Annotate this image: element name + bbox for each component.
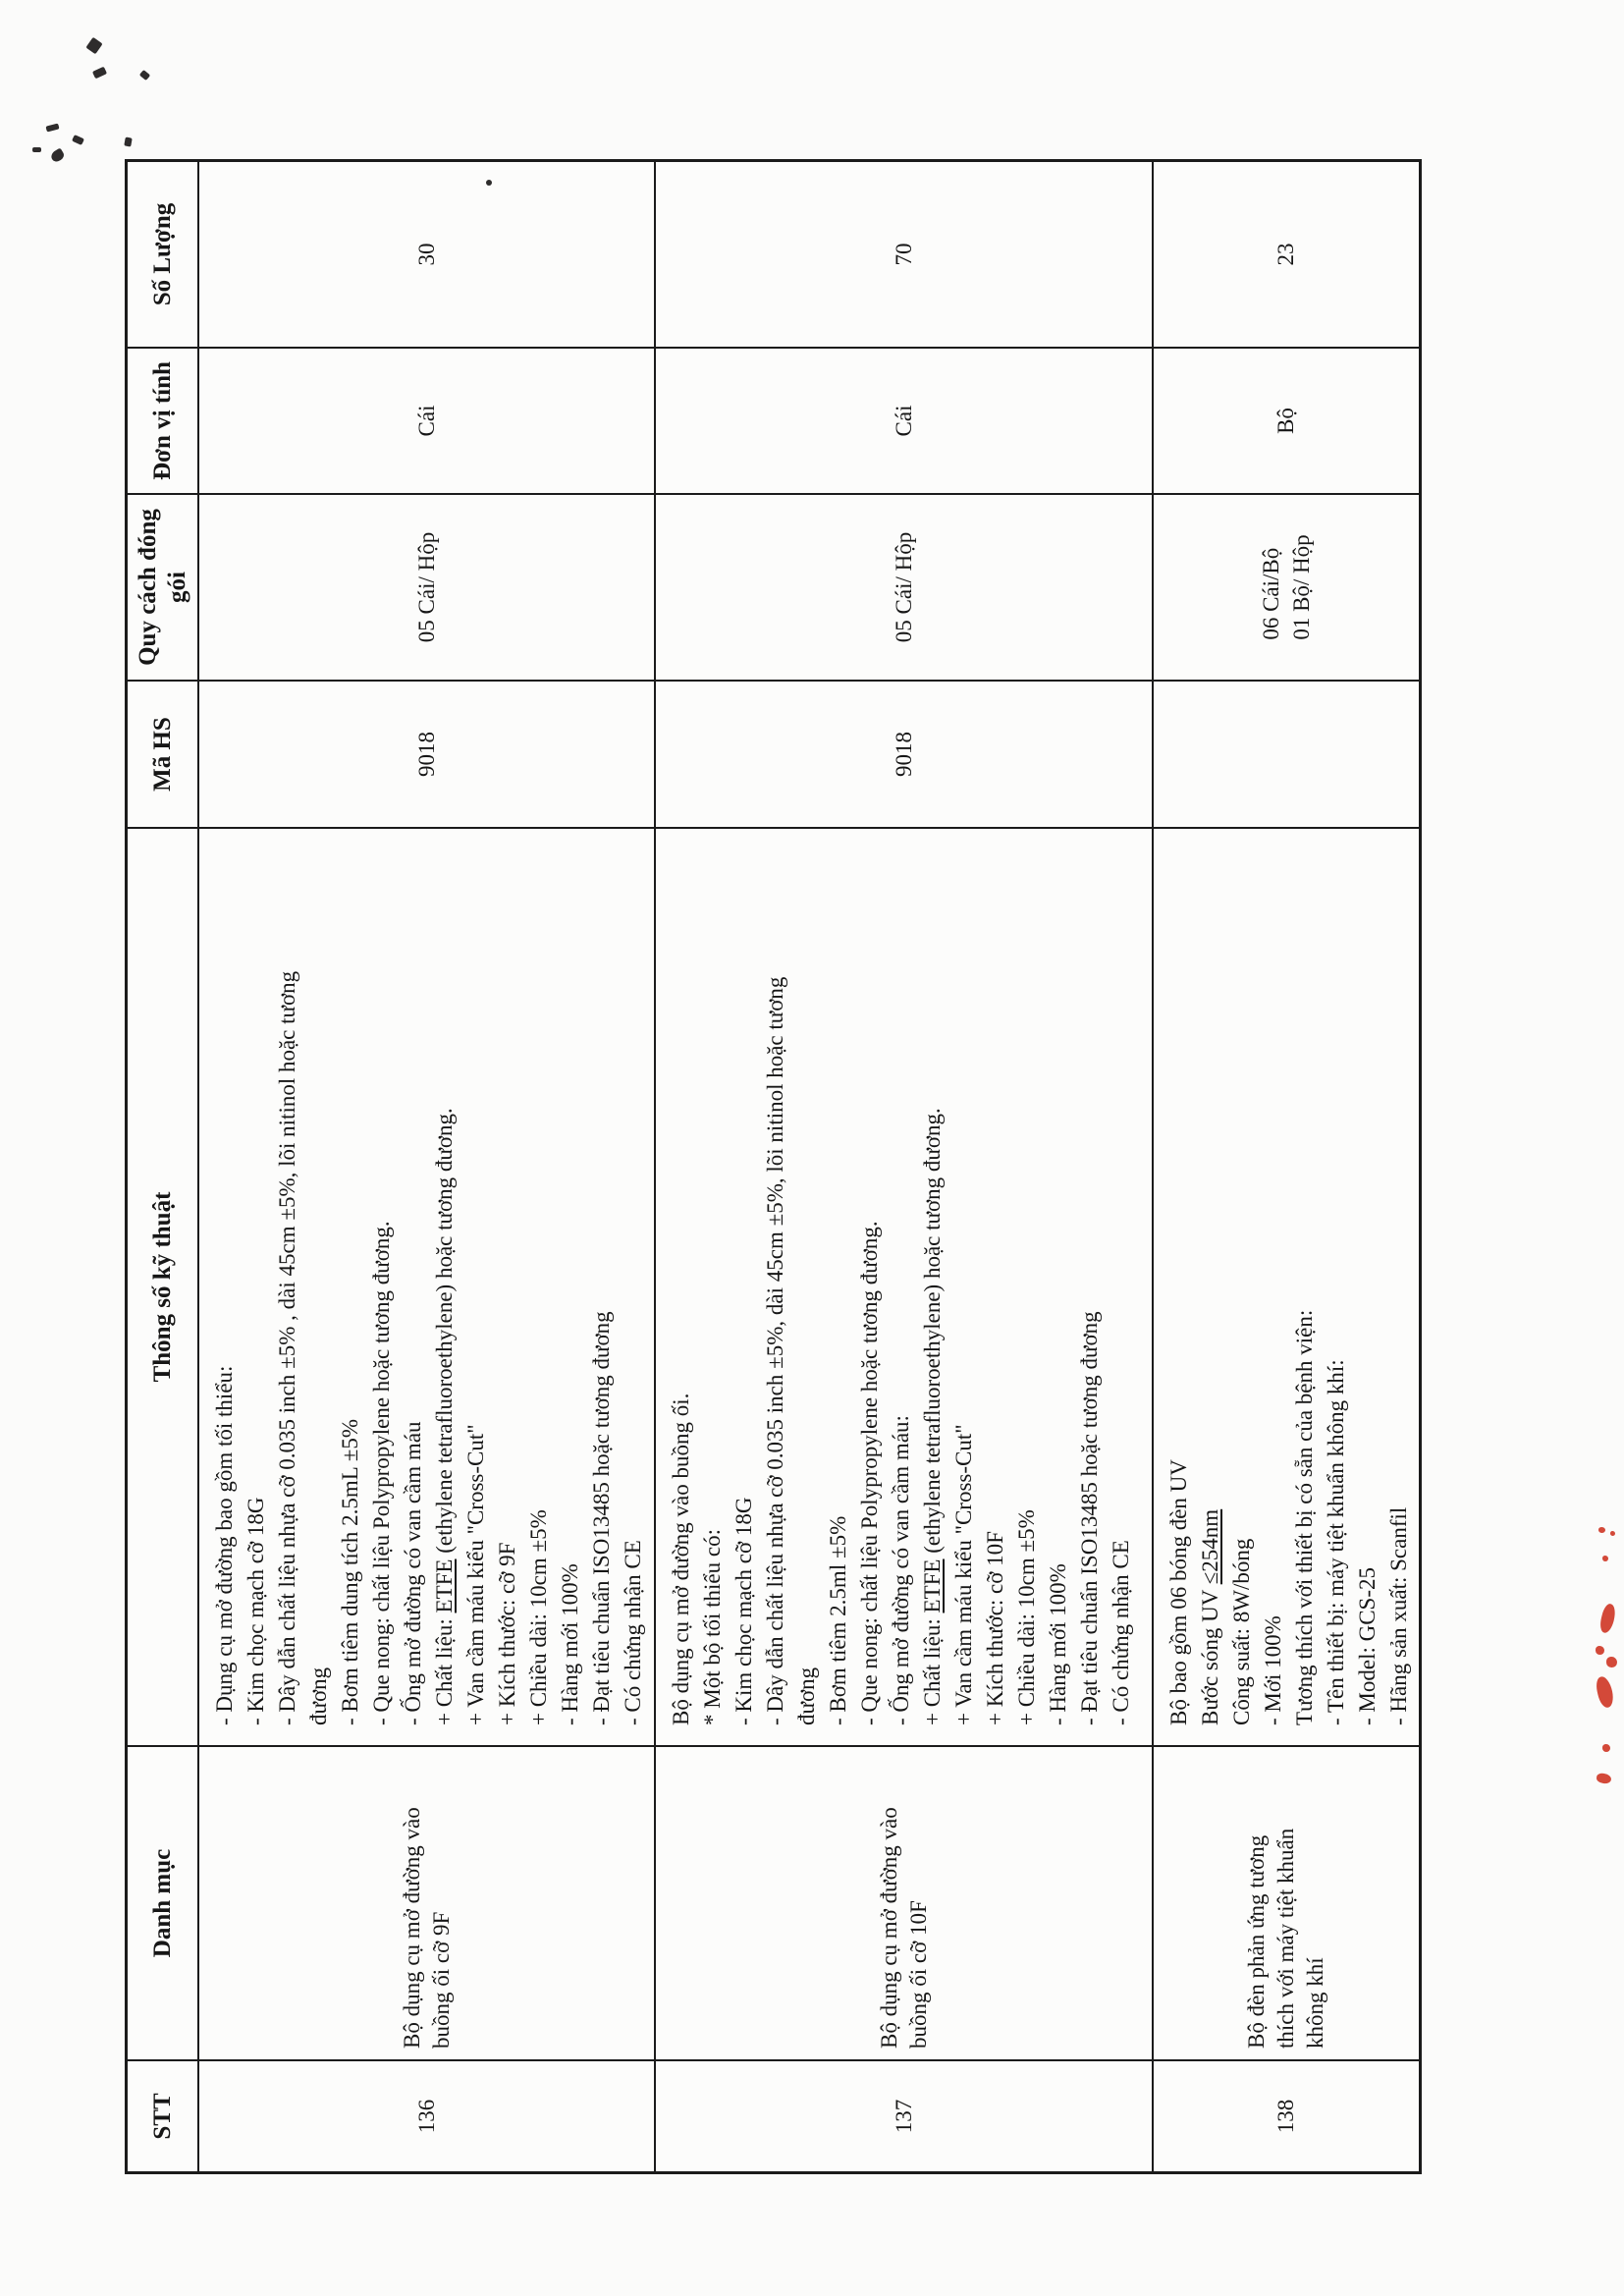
red-ink-mark [1596, 1773, 1611, 1784]
spec-line: - Tên thiết bị: máy tiệt khuẩn không khí: [1324, 1359, 1348, 1725]
spec-line: Công suất: 8W/bóng [1229, 1538, 1254, 1725]
packing-lines [889, 532, 919, 642]
packing-line: 05 Cái/ Hộp [892, 531, 916, 643]
ink-speck [85, 37, 102, 55]
row-137-unit: Cái [656, 347, 1154, 493]
ink-speck [124, 137, 132, 146]
row-137-specs [656, 827, 1154, 1745]
packing-line: 01 Bộ/ Hộp [1289, 534, 1314, 640]
category-line: Bộ dụng cụ mở đường vào [399, 1807, 424, 2049]
spec-line: - Hàng mới 100% [558, 1563, 582, 1725]
ink-speck [486, 180, 492, 186]
underlined-text: ETFE [920, 1558, 945, 1613]
red-ink-mark [1610, 1531, 1615, 1536]
category-line: buồng ối cỡ 10F [905, 1900, 931, 2049]
spec-line: - Đạt tiêu chuẩn ISO13485 hoặc tương đương [589, 1311, 614, 1725]
red-ink-mark [1598, 1527, 1605, 1533]
packing-line: 05 Cái/ Hộp [414, 531, 439, 643]
column-header-so-luong: Số Lượng [128, 162, 199, 347]
row-138-hs-code [1154, 680, 1419, 827]
row-136-unit: Cái [199, 347, 656, 493]
text-fragment: + Chất liệu: [920, 1613, 945, 1725]
text-fragment: Bước sóng UV [1198, 1584, 1222, 1725]
red-ink-mark [1602, 1744, 1610, 1752]
spec-line: + Van cầm máu kiểu "Cross-Cut" [951, 1424, 976, 1725]
spec-line: - Kim chọc mạch cỡ 18G [731, 1497, 756, 1725]
spec-line: - Dây dẫn chất liệu nhựa cỡ 0.035 inch ±5% , dài 45cm ±5%, lõi nitinol hoặc tương [275, 970, 299, 1725]
packing-lines [1256, 534, 1317, 639]
category-line: buồng ối cỡ 9F [428, 1911, 454, 2049]
row-138-quantity: 23 [1273, 243, 1298, 266]
spec-line: - Có chứng nhận CE [1109, 1540, 1133, 1725]
red-ink-mark [1598, 1603, 1618, 1634]
spec-line: - Dụng cụ mở đường bao gồm tối thiểu: [212, 1365, 237, 1725]
spec-line: - Bơm tiêm dung tích 2.5mL ±5% [338, 1418, 362, 1725]
spec-line: đương [794, 1667, 819, 1725]
row-136-hs-code: 9018 [199, 680, 656, 827]
row-137-hs-code: 9018 [656, 680, 1154, 827]
category-lines [398, 1807, 457, 2049]
red-ink-mark [1596, 1646, 1604, 1655]
row-138-packing [1154, 493, 1419, 680]
row-136-packing [199, 493, 656, 680]
row-138-category [1154, 1745, 1419, 2059]
spec-line: - Bơm tiêm 2.5ml ±5% [826, 1515, 850, 1725]
row-138-stt: 138 [1154, 2059, 1419, 2171]
text-fragment: + Chất liệu: [432, 1613, 457, 1725]
ink-speck [92, 67, 107, 80]
procurement-table [125, 159, 1422, 2174]
row-137-category [656, 1745, 1154, 2059]
column-header-quy-cach: Quy cách đóng gói [128, 493, 199, 680]
spec-line: Bộ dụng cụ mở đường vào buồng ối. [669, 1393, 693, 1725]
spec-line: - Kim chọc mạch cỡ 18G [244, 1497, 268, 1725]
row-136-category [199, 1745, 656, 2059]
spec-line: - Mới 100% [1261, 1615, 1285, 1725]
rotated-table-wrapper [125, 159, 1422, 2174]
ink-speck [49, 147, 66, 163]
column-header-ma-hs: Mã HS [128, 680, 199, 827]
spec-line: + Kích thước: cỡ 10F [983, 1531, 1007, 1725]
row-136-quantity: 30 [199, 162, 656, 347]
text-fragment: (ethylene tetrafluoroethylene) hoặc tương đương. [432, 1108, 457, 1559]
ink-speck [139, 70, 150, 81]
spec-line: - Hãng sản xuất: Scanfil [1386, 1506, 1411, 1725]
spec-line: - Ống mở đường có van cầm máu: [889, 1415, 913, 1725]
red-ink-mark [1595, 1675, 1615, 1709]
category-line: thích với máy tiệt khuẩn [1273, 1828, 1298, 2049]
category-lines [1242, 1829, 1330, 2049]
spec-line: Bộ bao gồm 06 bóng đèn UV [1166, 1459, 1191, 1725]
spec-line [429, 835, 460, 1725]
spec-line: - Có chứng nhận CE [621, 1540, 645, 1725]
category-line: Bộ dụng cụ mở đường vào [876, 1807, 901, 2049]
packing-lines [411, 532, 442, 642]
spec-line: + Chiều dài: 10cm ±5% [526, 1509, 551, 1725]
spec-line: đương [306, 1667, 331, 1725]
spec-line: - Hàng mới 100% [1046, 1563, 1070, 1725]
underlined-text: ETFE [432, 1558, 457, 1613]
packing-line: 06 Cái/Bộ [1259, 547, 1283, 640]
spec-line [917, 835, 948, 1725]
text-fragment: (ethylene tetrafluoroethylene) hoặc tương đương. [920, 1108, 945, 1559]
spec-line: - Que nong: chất liệu Polypropylene hoặc tương đương. [857, 1221, 882, 1725]
ink-speck [32, 147, 41, 152]
row-136-stt: 136 [199, 2059, 656, 2171]
spec-line: + Van cầm máu kiểu "Cross-Cut" [463, 1424, 488, 1725]
row-138-specs [1154, 827, 1419, 1745]
spec-line [1195, 835, 1226, 1725]
ink-speck [45, 123, 59, 132]
category-lines [875, 1807, 934, 2049]
row-136-specs [199, 827, 656, 1745]
red-ink-mark [1606, 1657, 1617, 1667]
column-header-stt: STT [128, 2059, 199, 2171]
spec-line: - Dây dẫn chất liệu nhựa cỡ 0.035 inch ±5%, dài 45cm ±5%, lõi nitinol hoặc tương [763, 976, 787, 1725]
category-line: Bộ đèn phản ứng tương [1244, 1834, 1269, 2049]
row-137-quantity: 70 [656, 162, 1154, 347]
spec-line: - Que nong: chất liệu Polypropylene hoặc tương đương. [369, 1221, 394, 1725]
spec-line: + Kích thước: cỡ 9F [495, 1542, 519, 1725]
spec-line: - Đạt tiêu chuẩn ISO13485 hoặc tương đương [1077, 1311, 1102, 1725]
row-137-stt: 137 [656, 2059, 1154, 2171]
category-line: không khí [1303, 1957, 1327, 2049]
column-header-don-vi: Đơn vị tính [128, 347, 199, 493]
spec-line: * Một bộ tối thiểu có: [700, 1529, 725, 1725]
spec-line: + Chiều dài: 10cm ±5% [1014, 1509, 1039, 1725]
red-ink-mark [1602, 1556, 1608, 1561]
spec-line: - Model: GCS-25 [1355, 1567, 1380, 1725]
column-header-thong-so: Thông số kỹ thuật [128, 827, 199, 1745]
spec-line: - Ống mở đường có van cầm máu [401, 1421, 425, 1725]
row-138-unit: Bộ [1154, 347, 1419, 493]
spec-line: Tương thích với thiết bị có sẵn của bệnh viện: [1292, 1309, 1317, 1725]
ink-speck [72, 135, 84, 145]
column-header-danh-muc: Danh mục [128, 1745, 199, 2059]
row-137-packing [656, 493, 1154, 680]
underlined-text: ≤254nm [1198, 1508, 1222, 1585]
